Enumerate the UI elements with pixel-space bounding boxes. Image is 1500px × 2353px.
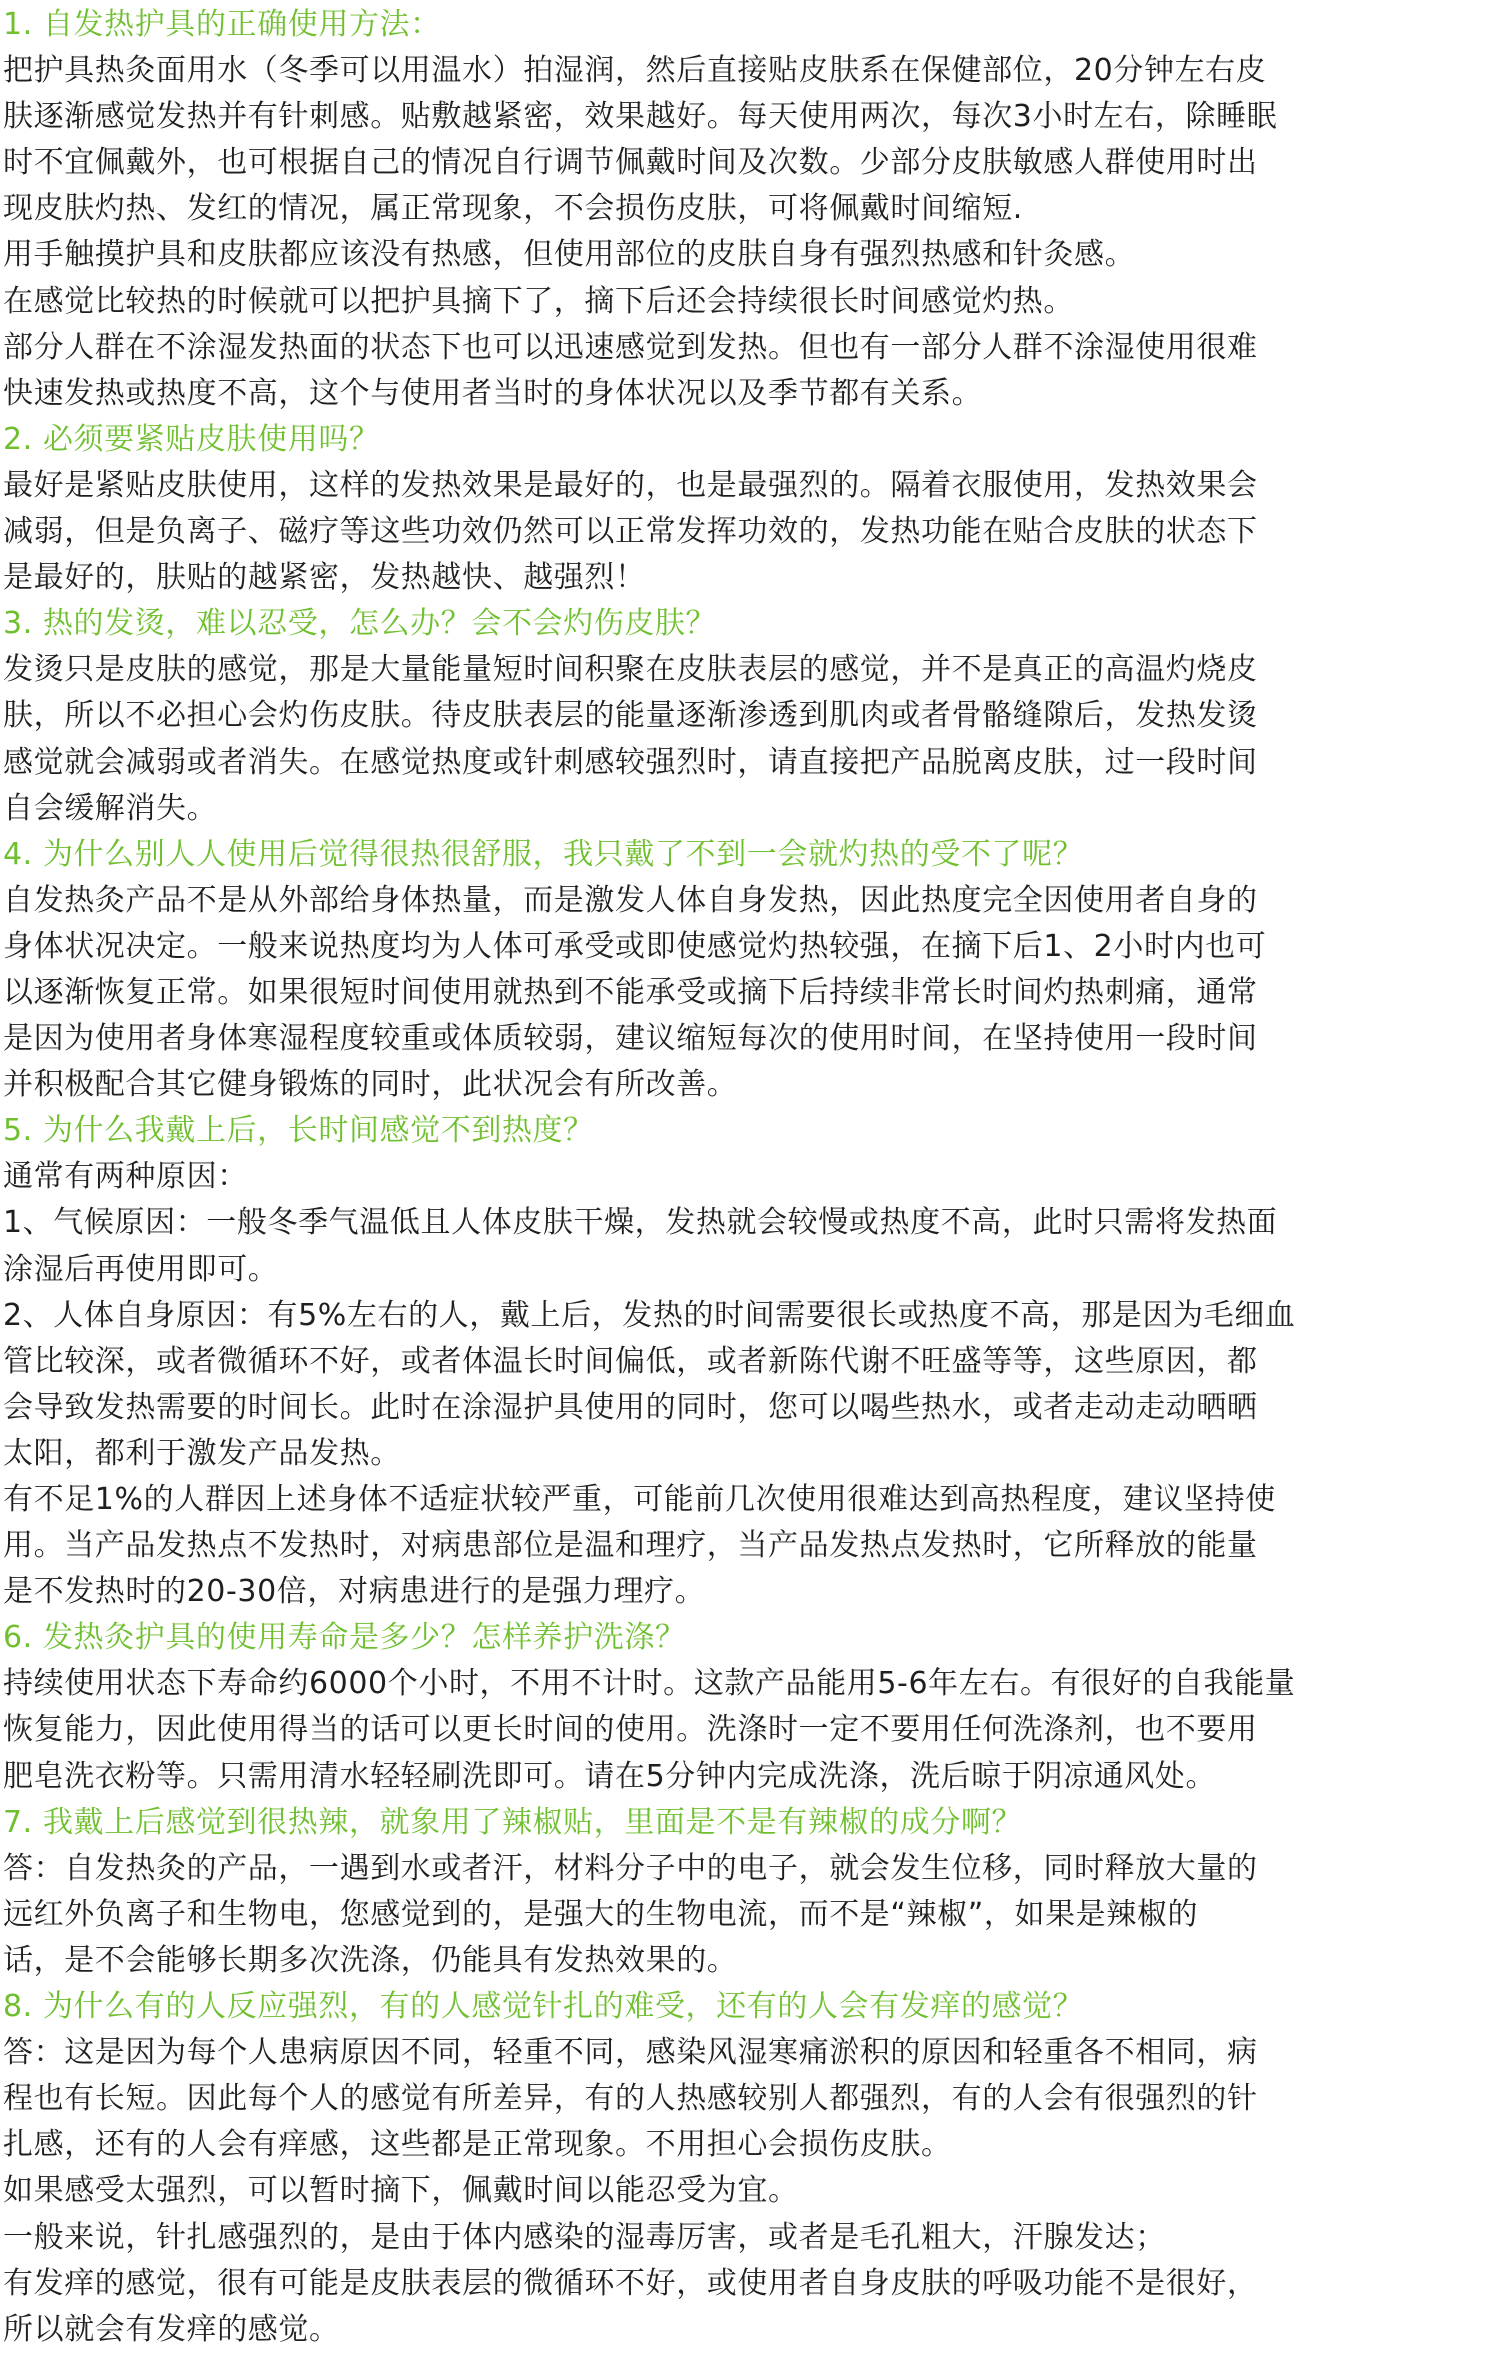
body-text-line: 在感觉比较热的时候就可以把护具摘下了，摘下后还会持续很长时间感觉灼热。 (3, 283, 1074, 319)
body-text-line: 通常有两种原因： (3, 1159, 248, 1195)
body-text-line: 用手触摸护具和皮肤都应该没有热感，但使用部位的皮肤自身有强烈热感和针灸感。 (3, 237, 1136, 273)
body-text-line: 远红外负离子和生物电，您感觉到的，是强大的生物电流，而不是“辣椒”，如果是辣椒的 (3, 1896, 1199, 1932)
body-text-line: 恢复能力，因此使用得当的话可以更长时间的使用。洗涤时一定不要用任何洗涤剂，也不要用 (3, 1712, 1258, 1748)
body-text-line: 部分人群在不涂湿发热面的状态下也可以迅速感觉到发热。但也有一部分人群不涂湿使用很难 (3, 329, 1258, 365)
body-text-line: 会导致发热需要的时间长。此时在涂湿护具使用的同时，您可以喝些热水，或者走动走动晒晒 (3, 1389, 1258, 1425)
body-text-line: 如果感受太强烈，可以暂时摘下，佩戴时间以能忍受为宜。 (3, 2173, 799, 2209)
body-text-line: 把护具热灸面用水（冬季可以用温水）拍湿润，然后直接贴皮肤系在保健部位，20分钟左右皮 (3, 53, 1267, 89)
body-text-line: 是因为使用者身体寒湿程度较重或体质较弱，建议缩短每次的使用时间，在坚持使用一段时间 (3, 1021, 1258, 1057)
body-text-line: 自发热灸产品不是从外部给身体热量，而是激发人体自身发热，因此热度完全因使用者自身的 (3, 882, 1258, 918)
question-heading: 3. 热的发烫，难以忍受，怎么办？会不会灼伤皮肤？ (3, 606, 717, 642)
body-text-line: 所以就会有发痒的感觉。 (3, 2311, 340, 2347)
question-heading: 8. 为什么有的人反应强烈，有的人感觉针扎的难受，还有的人会有发痒的感觉？ (3, 1989, 1084, 2025)
body-text-line: 有发痒的感觉，很有可能是皮肤表层的微循环不好，或使用者自身皮肤的呼吸功能不是很好， (3, 2265, 1258, 2301)
body-text-line: 减弱，但是负离子、磁疗等这些功效仍然可以正常发挥功效的，发热功能在贴合皮肤的状态下 (3, 514, 1258, 550)
body-text-line: 2、人体自身原因：有5%左右的人，戴上后，发热的时间需要很长或热度不高，那是因为毛细血 (3, 1297, 1296, 1333)
body-text-line: 最好是紧贴皮肤使用，这样的发热效果是最好的，也是最强烈的。隔着衣服使用，发热效果会 (3, 467, 1258, 503)
body-text-line: 肤，所以不必担心会灼伤皮肤。待皮肤表层的能量逐渐渗透到肌肉或者骨骼缝隙后，发热发烫 (3, 698, 1258, 734)
body-text-line: 并积极配合其它健身锻炼的同时，此状况会有所改善。 (3, 1067, 738, 1103)
body-text-line: 现皮肤灼热、发红的情况，属正常现象，不会损伤皮肤，可将佩戴时间缩短. (3, 191, 1023, 227)
question-heading: 2. 必须要紧贴皮肤使用吗？ (3, 421, 380, 457)
question-heading: 1. 自发热护具的正确使用方法： (3, 7, 441, 42)
body-text-line: 扎感，还有的人会有痒感，这些都是正常现象。不用担心会损伤皮肤。 (3, 2127, 952, 2163)
body-text-line: 用。当产品发热点不发热时，对病患部位是温和理疗，当产品发热点发热时，它所释放的能量 (3, 1528, 1258, 1564)
body-text-line: 管比较深，或者微循环不好，或者体温长时间偏低，或者新陈代谢不旺盛等等，这些原因，都 (3, 1343, 1258, 1379)
body-text-line: 自会缓解消失。 (3, 790, 218, 826)
body-text-line: 身体状况决定。一般来说热度均为人体可承受或即使感觉灼热较强，在摘下后1、2小时内也可 (3, 928, 1267, 964)
body-text-line: 涂湿后再使用即可。 (3, 1251, 279, 1287)
body-text-line: 肤逐渐感觉发热并有针刺感。贴敷越紧密，效果越好。每天使用两次，每次3小时左右，除睡眠 (3, 99, 1278, 135)
body-text-line: 答：这是因为每个人患病原因不同，轻重不同，感染风湿寒痛淤积的原因和轻重各不相同，病 (3, 2035, 1258, 2071)
body-text-line: 是最好的，肤贴的越紧密，发热越快、越强烈！ (3, 560, 646, 596)
question-heading: 6. 发热灸护具的使用寿命是多少？怎样养护洗涤？ (3, 1620, 686, 1656)
body-text-line: 程也有长短。因此每个人的感觉有所差异，有的人热感较别人都强烈，有的人会有很强烈的针 (3, 2081, 1258, 2117)
body-text-line: 一般来说，针扎感强烈的，是由于体内感染的湿毒厉害，或者是毛孔粗大，汗腺发达； (3, 2219, 1166, 2255)
body-text-line: 肥皂洗衣粉等。只需用清水轻轻刷洗即可。请在5分钟内完成洗涤，洗后晾于阴凉通风处。 (3, 1758, 1217, 1794)
body-text-line: 答：自发热灸的产品，一遇到水或者汗，材料分子中的电子，就会发生位移，同时释放大量的 (3, 1850, 1258, 1886)
body-text-line: 时不宜佩戴外，也可根据自己的情况自行调节佩戴时间及次数。少部分皮肤敏感人群使用时出 (3, 145, 1258, 181)
body-text-line: 持续使用状态下寿命约6000个小时，不用不计时。这款产品能用5-6年左右。有很好的自我能量 (3, 1666, 1296, 1702)
body-text-line: 以逐渐恢复正常。如果很短时间使用就热到不能承受或摘下后持续非常长时间灼热刺痛，通常 (3, 974, 1258, 1010)
body-text-line: 1、气候原因：一般冬季气温低且人体皮肤干燥，发热就会较慢或热度不高，此时只需将发热面 (3, 1205, 1278, 1241)
question-heading: 7. 我戴上后感觉到很热辣，就象用了辣椒贴，里面是不是有辣椒的成分啊？ (3, 1804, 1023, 1840)
body-text-line: 太阳，都利于激发产品发热。 (3, 1435, 401, 1471)
question-heading: 5. 为什么我戴上后，长时间感觉不到热度？ (3, 1113, 594, 1149)
body-text-line: 是不发热时的20-30倍，对病患进行的是强力理疗。 (3, 1574, 706, 1610)
body-text-line: 快速发热或热度不高，这个与使用者当时的身体状况以及季节都有关系。 (3, 375, 983, 411)
question-heading: 4. 为什么别人人使用后觉得很热很舒服，我只戴了不到一会就灼热的受不了呢？ (3, 836, 1084, 872)
body-text-line: 话，是不会能够长期多次洗涤，仍能具有发热效果的。 (3, 1942, 738, 1978)
body-text-line: 感觉就会减弱或者消失。在感觉热度或针刺感较强烈时，请直接把产品脱离皮肤，过一段时间 (3, 744, 1258, 780)
body-text-line: 有不足1%的人群因上述身体不适症状较严重，可能前几次使用很难达到高热程度，建议坚持使 (3, 1482, 1276, 1517)
body-text-line: 发烫只是皮肤的感觉，那是大量能量短时间积聚在皮肤表层的感觉，并不是真正的高温灼烧皮 (3, 652, 1258, 688)
